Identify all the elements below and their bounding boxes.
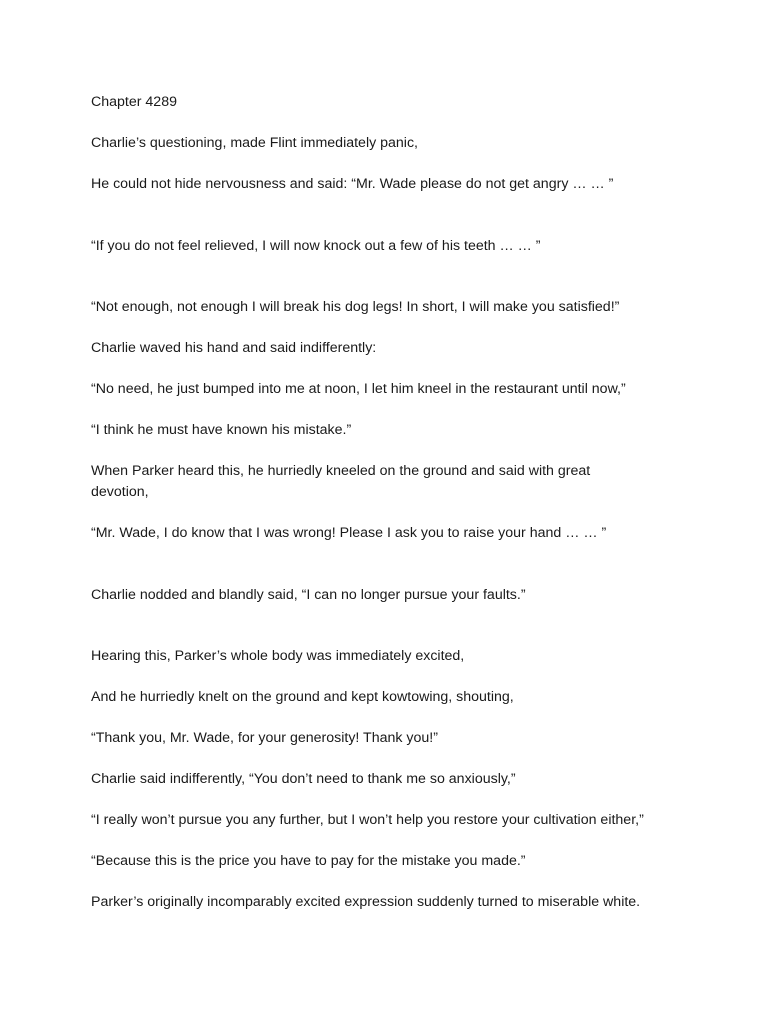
paragraph: Charlie nodded and blandly said, “I can no longer pursue your faults.” — [91, 587, 526, 603]
paragraph: And he hurriedly knelt on the ground and kept kowtowing, shouting, — [91, 689, 514, 705]
paragraph: Hearing this, Parker’s whole body was immediately excited, — [91, 648, 465, 664]
paragraph: “Mr. Wade, I do know that I was wrong! Please I ask you to raise your hand … … ” — [91, 525, 607, 541]
paragraph: “I really won’t pursue you any further, but I won’t help you restore your cultivation either,” — [91, 812, 644, 828]
paragraph: Parker’s originally incomparably excited expression suddenly turned to miserable white. — [91, 894, 641, 910]
chapter-title: Chapter 4289 — [91, 94, 177, 110]
paragraph: Charlie waved his hand and said indifferently: — [91, 340, 377, 356]
paragraph: “Because this is the price you have to pay for the mistake you made.” — [91, 853, 526, 869]
paragraph: Charlie’s questioning, made Flint immediately panic, — [91, 135, 418, 151]
paragraph: “Thank you, Mr. Wade, for your generosity! Thank you!” — [91, 730, 438, 746]
paragraph: He could not hide nervousness and said: “Mr. Wade please do not get angry … … ” — [91, 176, 614, 192]
paragraph: “I think he must have known his mistake.” — [91, 422, 352, 438]
paragraph: “Not enough, not enough I will break his dog legs! In short, I will make you satisfied!” — [91, 299, 620, 315]
paragraph: “No need, he just bumped into me at noon, I let him kneel in the restaurant until now,” — [91, 381, 626, 397]
paragraph: “If you do not feel relieved, I will now knock out a few of his teeth … … ” — [91, 238, 541, 254]
paragraph: Charlie said indifferently, “You don’t need to thank me so anxiously,” — [91, 771, 516, 787]
paragraph: When Parker heard this, he hurriedly kneeled on the ground and said with great devotion, — [91, 463, 591, 500]
